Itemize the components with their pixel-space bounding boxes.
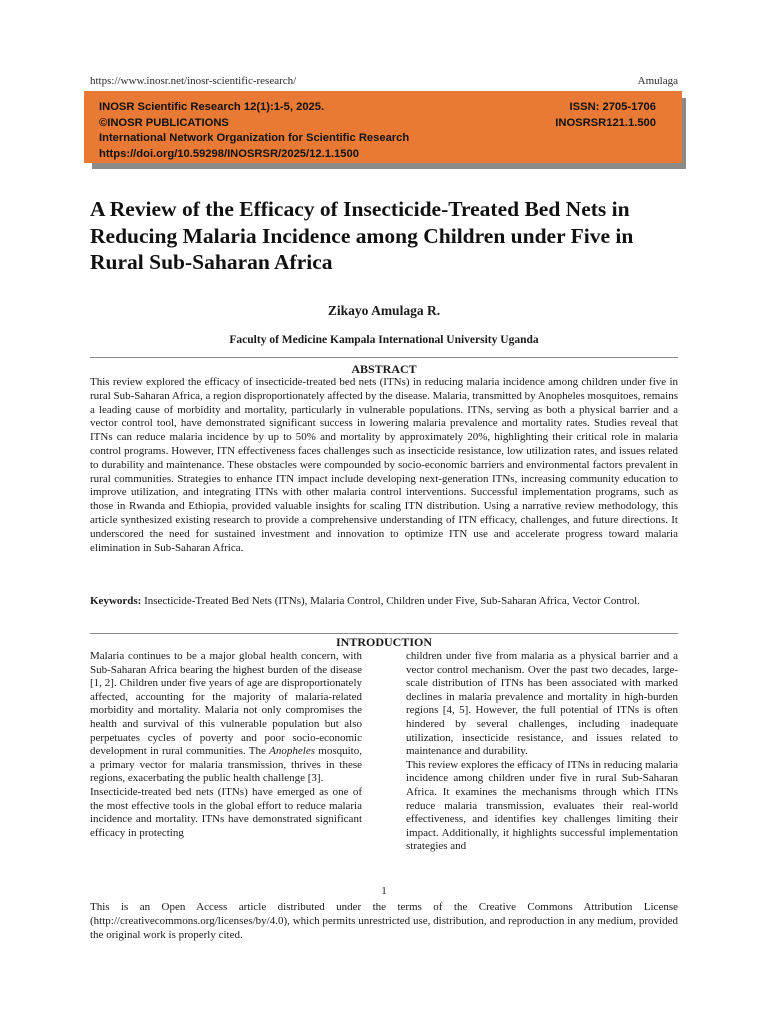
author-name: Zikayo Amulaga R. — [327, 303, 441, 318]
abstract-text: This review explored the efficacy of insecticide-treated bed nets (ITNs) in reducing malaria incidence among children under five in rural Sub-Saharan Africa, a region disproportionately affected by the disease. Malaria, transmitted by Anopheles mosquitoes, remains a leading cause of morbidity and mortality, particularly in vulnerable populations. ITNs, serving as both a physical barrier and a vector control tool, have demonstrated significant success in lowering malaria prevalence and mortality rates. Studies reveal that ITNs can reduce malaria incidence by up to 50% and mortality by approximately 20%, highlighting their critical role in malaria control programs. However, ITN effectiveness faces challenges such as insecticide resistance, low utilization rates, and issues related to durability and maintenance. These obstacles were compounded by socio-economic barriers and environmental factors prevalent in rural communities. Strategies to enhance ITN impact include developing next-generation ITNs, increasing community education to improve utilization, and integrating ITNs with other malaria control interventions. Successful implementation programs, such as those in Rwanda and Ethiopia, provided valuable insights for scaling ITN distribution. Using a narrative review methodology, this article synthesized existing research to provide a comprehensive understanding of ITN efficacy, challenges, and future directions. It underscored the need for sustained investment and innovation to optimize ITN use and accelerate progress toward malaria elimination in Sub-Saharan Africa. — [90, 376, 678, 554]
journal-url-link[interactable]: https://www.inosr.net/inosr-scientific-research/ — [90, 75, 297, 87]
page-number: 1 — [381, 885, 387, 897]
banner-right-block — [555, 100, 656, 131]
author-affiliation: Faculty of Medicine Kampala International University Uganda — [229, 334, 539, 346]
intro-paragraph — [90, 650, 362, 786]
publisher-name: ©INOSR PUBLICATIONS — [99, 116, 229, 129]
article-id: INOSRSR121.1.500 — [555, 116, 656, 129]
intro-column-right — [406, 650, 678, 854]
intro-text: mosquito, a primary vector for malaria transmission, thrives in these regions, exacerbating the public health challenge [3]. — [90, 745, 362, 785]
banner-left-block — [99, 100, 409, 162]
keywords — [90, 595, 678, 609]
keywords-label: Keywords: — [90, 595, 142, 607]
doi-link[interactable]: https://doi.org/10.59298/INOSRSR/2025/12.1.1500 — [99, 147, 359, 160]
journal-banner — [84, 91, 682, 163]
intro-paragraph: This review explores the efficacy of ITNs in reducing malaria incidence among children under five in rural Sub-Saharan Africa. It examines the mechanisms through which ITNs reduce malaria transmission, evaluates their real-world effectiveness, and identifies key challenges limiting their impact. Additionally, it highlights successful implementation strategies and — [406, 758, 678, 853]
abstract-heading: ABSTRACT — [351, 362, 417, 376]
intro-paragraph: Insecticide-treated bed nets (ITNs) have emerged as one of the most effective tools in the global effort to reduce malaria incidence and mortality. ITNs have demonstrated significant efficacy in protecting — [90, 785, 362, 839]
intro-paragraph: children under five from malaria as a physical barrier and a vector control mechanism. Over the past two decades, large-scale distribution of ITNs has been associated with marked declines in malaria prevalence and mortality in high-burden regions [4, 5]. However, the full potential of ITNs is often hindered by several challenges, including inadequate utilization, insecticide resistance, and issues related to maintenance and durability. — [406, 650, 678, 758]
introduction-top-rule — [90, 633, 678, 634]
running-author: Amulaga — [637, 75, 678, 87]
issn: ISSN: 2705-1706 — [569, 101, 656, 113]
keywords-list: Insecticide-Treated Bed Nets (ITNs), Malaria Control, Children under Five, Sub-Saharan Africa, Vector Control. — [144, 595, 640, 607]
intro-column-left — [90, 650, 362, 840]
organization-name: International Network Organization for Scientific Research — [99, 132, 410, 144]
license-notice: This is an Open Access article distributed under the terms of the Creative Commons Attribution License (http://creativecommons.org/licenses/by/4.0), which permits unrestricted use, distribution, and reproduction in any medium, provided the original work is properly cited. — [90, 901, 678, 941]
abstract-top-rule — [90, 357, 678, 358]
intro-species-italic: Anopheles — [269, 745, 315, 758]
intro-text: Malaria continues to be a major global health concern, with Sub-Saharan Africa bearing the highest burden of the disease [1, 2]. Children under five years of age are disproportionately affected, accounting for the majority of malaria-related morbidity and mortality. Malaria not only compromises the health and survival of this vulnerable population but also perpetuates cycles of poverty and poor socio-economic development in rural communities. The — [90, 650, 362, 758]
article-title: A Review of the Efficacy of Insecticide-Treated Bed Nets in Reducing Malaria Incidence among Children under Five in Rural Sub-Saharan Africa — [90, 197, 634, 274]
introduction-heading: INTRODUCTION — [335, 635, 432, 649]
journal-citation: INOSR Scientific Research 12(1):1-5, 2025. — [99, 101, 325, 113]
